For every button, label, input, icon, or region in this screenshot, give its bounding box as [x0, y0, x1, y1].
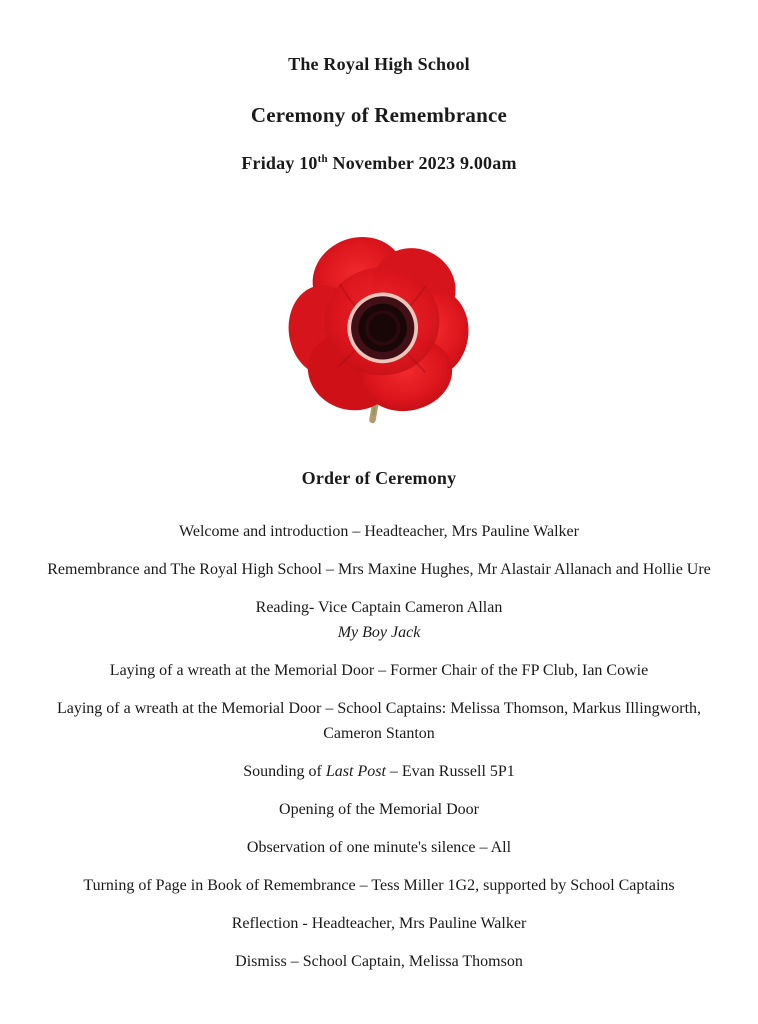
document-header	[0, 0, 758, 174]
order-item	[35, 557, 723, 582]
order-item	[35, 696, 723, 746]
order-heading: Order of Ceremony	[301, 468, 457, 488]
order-item	[35, 949, 723, 974]
order-item	[35, 797, 723, 822]
ceremony-title: Ceremony of Remembrance	[250, 103, 508, 127]
order-item-title-italic: My Boy Jack	[337, 624, 421, 641]
order-item	[35, 595, 723, 645]
order-item	[35, 835, 723, 860]
school-name: The Royal High School	[288, 54, 470, 74]
date-text: Friday 10	[241, 153, 318, 173]
poppy-flower-icon	[286, 228, 472, 424]
order-item	[35, 873, 723, 898]
order-item-text: Welcome and introduction – Headteacher, Mrs Pauline Walker	[179, 523, 579, 540]
order-item	[35, 658, 723, 683]
order-item-text: Sounding of	[243, 763, 326, 780]
order-item	[35, 911, 723, 936]
order-item-text: Remembrance and The Royal High School – Mrs Maxine Hughes, Mr Alastair Allanach and Hollie Ure	[47, 561, 711, 578]
order-item-text: Dismiss – School Captain, Melissa Thomson	[235, 953, 523, 970]
order-item-text: Reflection - Headteacher, Mrs Pauline Walker	[231, 915, 527, 932]
order-item-title-italic: Last Post	[325, 763, 386, 780]
order-of-ceremony-section	[0, 468, 758, 974]
date-time-text: November 2023 9.00am	[327, 153, 517, 173]
order-item-text: Reading- Vice Captain Cameron Allan	[255, 599, 503, 616]
poppy-flower-svg	[286, 228, 472, 424]
order-item-text: Opening of the Memorial Door	[279, 801, 479, 818]
ceremony-datetime	[0, 153, 758, 174]
order-item	[35, 759, 723, 784]
order-item-text: Observation of one minute's silence – All	[246, 839, 512, 856]
order-list	[35, 519, 723, 974]
order-item-text: – Evan Russell 5P1	[385, 763, 515, 780]
order-item-text: Turning of Page in Book of Remembrance – Tess Miller 1G2, supported by School Captains	[83, 877, 675, 894]
order-item-text: Laying of a wreath at the Memorial Door – School Captains: Melissa Thomson, Markus Illingworth, Cameron Stanton	[56, 700, 702, 742]
order-item-text: Laying of a wreath at the Memorial Door – Former Chair of the FP Club, Ian Cowie	[109, 662, 649, 679]
date-ordinal-superscript: th	[317, 153, 328, 165]
order-item	[35, 519, 723, 544]
